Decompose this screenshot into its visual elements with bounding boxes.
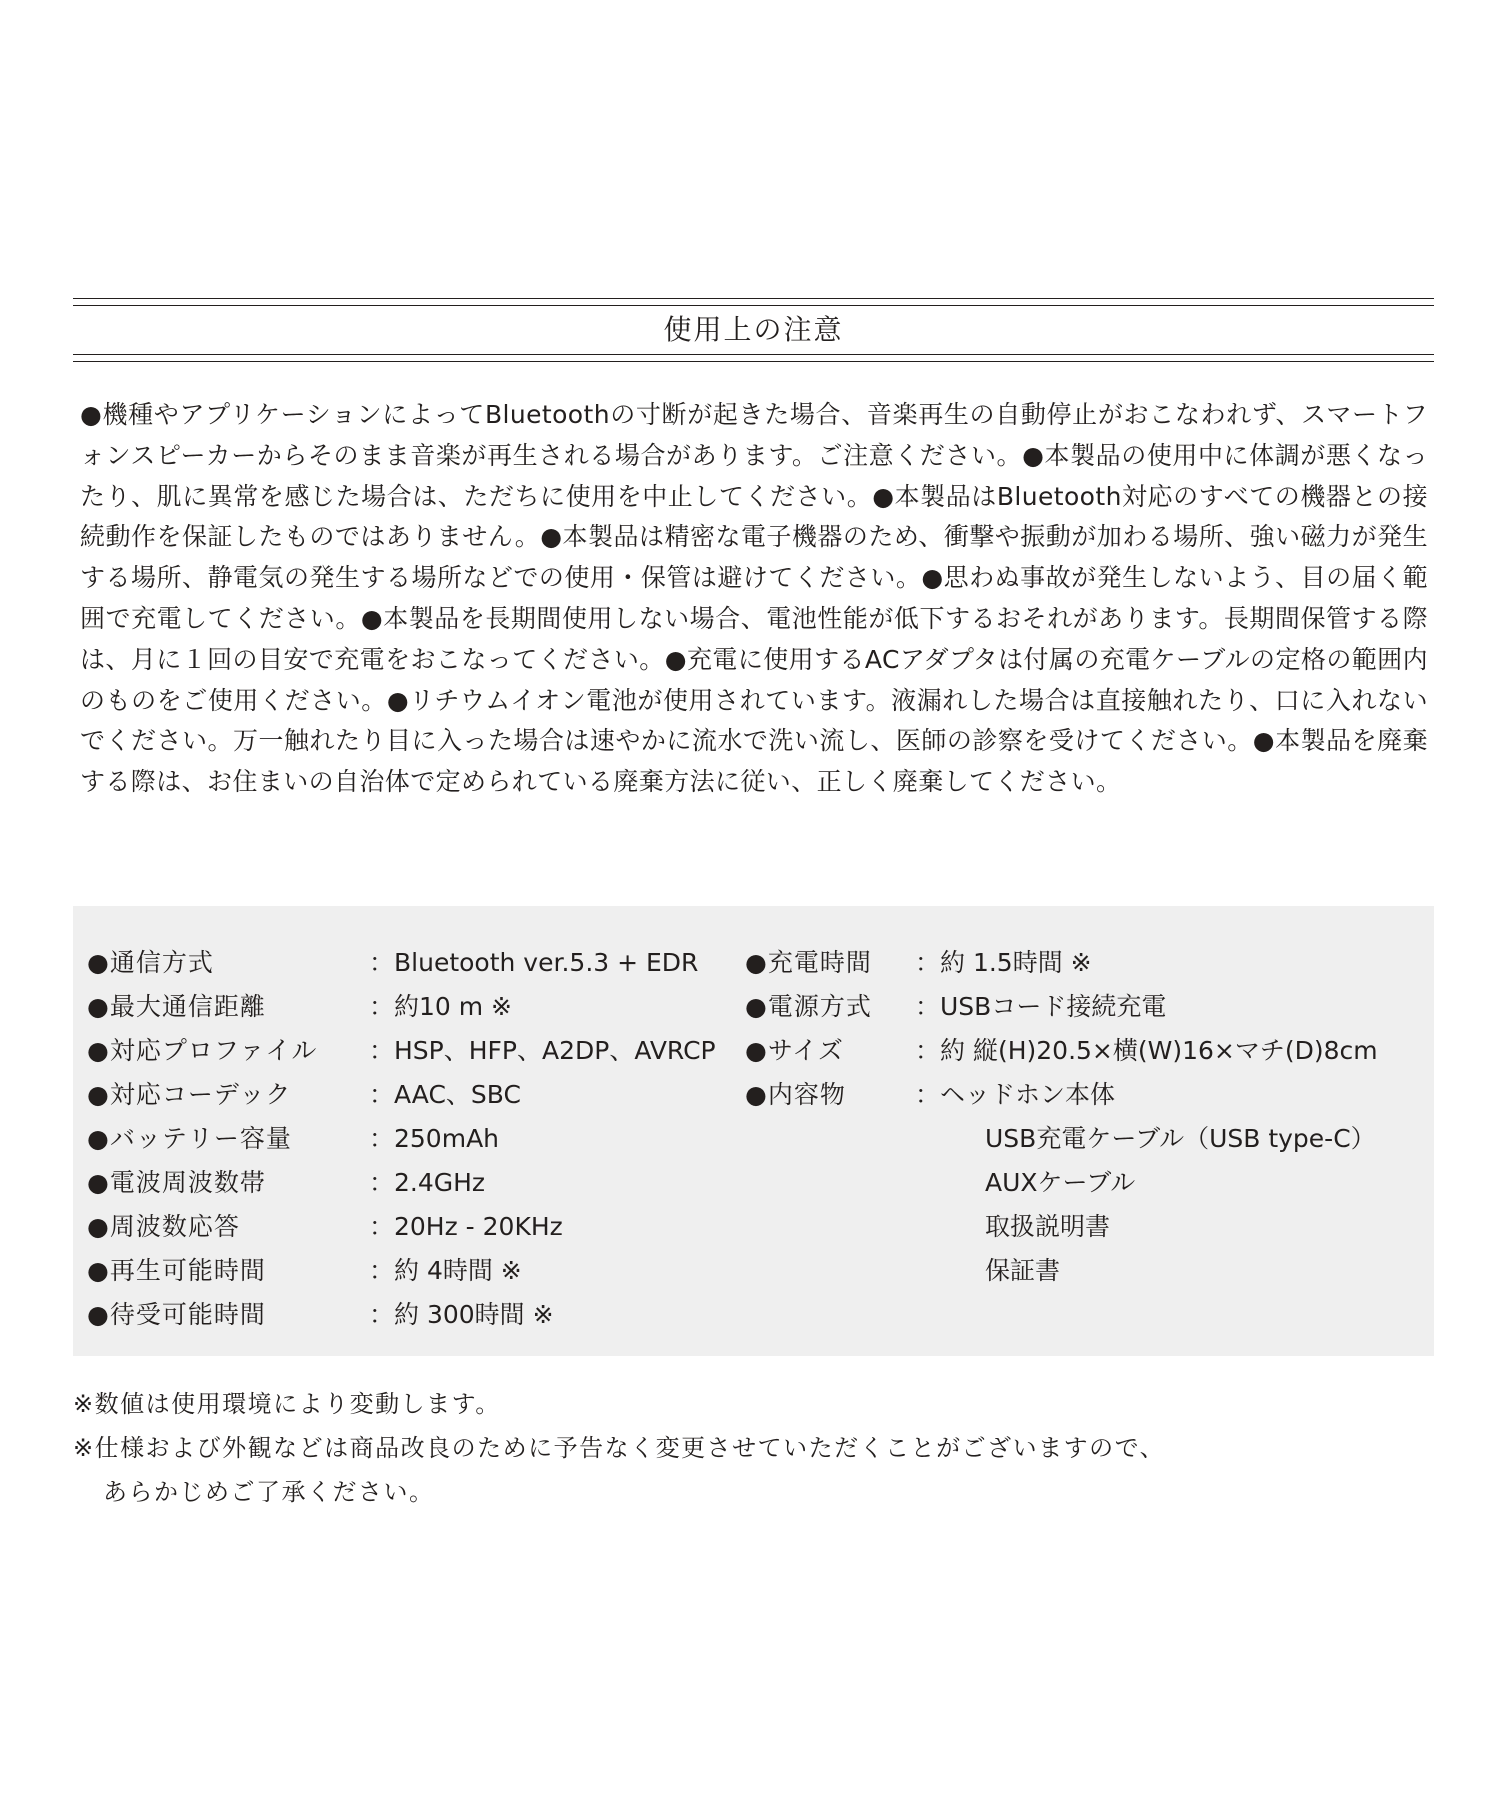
- spec-label: ●バッテリー容量: [87, 1124, 292, 1153]
- top-rule-outer: [73, 298, 1434, 299]
- bottom-rule-inner: [73, 354, 1434, 355]
- section-title: 使用上の注意: [663, 313, 844, 346]
- spec-label: ●電波周波数帯: [87, 1168, 266, 1197]
- spec-label: ●対応プロファイル: [87, 1036, 318, 1065]
- spec-label: ●サイズ: [745, 1036, 844, 1065]
- footnote-spec-change: ※仕様および外観などは商品改良のために予告なく変更させていただくことがございますので、: [73, 1434, 1166, 1462]
- spec-label: ●最大通信距離: [87, 992, 266, 1021]
- footnote-variation: ※数値は使用環境により変動します。: [73, 1390, 501, 1418]
- spec-label: ●待受可能時間: [87, 1300, 266, 1329]
- contents-item: USB充電ケーブル（USB type-C）: [985, 1124, 1376, 1153]
- spec-label: ●周波数応答: [87, 1212, 240, 1241]
- spec-label: ●電源方式: [745, 992, 872, 1021]
- spec-value: ：USBコード接続充電: [915, 992, 1167, 1021]
- spec-value: ：250mAh: [369, 1124, 500, 1153]
- spec-label: ●内容物: [745, 1080, 846, 1109]
- spec-value: ：20Hz - 20KHz: [369, 1212, 563, 1241]
- spec-label: ●再生可能時間: [87, 1256, 266, 1285]
- spec-value: ：AAC、SBC: [369, 1080, 521, 1109]
- spec-value: ：約 4時間 ※: [369, 1256, 522, 1285]
- spec-label: ●充電時間: [745, 948, 872, 977]
- spec-value: ：2.4GHz: [369, 1168, 486, 1197]
- spec-value: ：約 1.5時間 ※: [915, 948, 1092, 977]
- spec-value: ：約10 m ※: [369, 992, 513, 1021]
- contents-item: 取扱説明書: [985, 1212, 1111, 1241]
- contents-item: AUXケーブル: [985, 1168, 1136, 1197]
- footnotes: [73, 1382, 1434, 1514]
- contents-list: [985, 1117, 1376, 1293]
- section-header: [73, 298, 1434, 362]
- spec-value: ：約 300時間 ※: [369, 1300, 554, 1329]
- contents-item: 保証書: [985, 1256, 1061, 1285]
- spec-label: ●対応コーデック: [87, 1080, 292, 1109]
- top-rule-inner: [73, 305, 1434, 306]
- spec-value: ：Bluetooth ver.5.3 + EDR: [369, 948, 699, 977]
- spec-label: ●通信方式: [87, 948, 214, 977]
- caution-notes: ●機種やアプリケーションによってBluetoothの寸断が起きた場合、音楽再生の自動停止がおこなわれず、スマートフォンスピーカーからそのまま音楽が再生される場合があります。ご注意ください。●本製品の使用中に体調が悪くなったり、肌に異常を感じた場合は、ただちに使用を中止してください。●本製品はBluetooth対応のすべての機器との接続動作を保証したものではありません。●本製品は精密な電子機器のため、衝撃や振動が加わる場所、強い磁力が発生する場所、静電気の発生する場所などでの使用・保管は避けてください。●思わぬ事故が発生しないよう、目の届く範囲で充電してください。●本製品を長期間使用しない場合、電池性能が低下するおそれがあります。長期間保管する際は、月に１回の目安で充電をおこなってください。●充電に使用するACアダプタは付属の充電ケーブルの定格の範囲内のものをご使用ください。●リチウムイオン電池が使用されています。液漏れした場合は直接触れたり、口に入れないでください。万一触れたり目に入った場合は速やかに流水で洗い流し、医師の診察を受けてください。●本製品を廃棄する際は、お住まいの自治体で定められている廃棄方法に従い、正しく廃棄してください。: [80, 400, 1428, 797]
- spec-table: [73, 906, 1434, 1356]
- spec-value: ：ヘッドホン本体: [915, 1080, 1116, 1109]
- spec-value: ：約 縦(H)20.5×横(W)16×マチ(D)8cm: [915, 1036, 1378, 1065]
- bottom-rule-outer: [73, 361, 1434, 362]
- footnote-spec-change-continued: あらかじめご了承ください。: [103, 1478, 435, 1506]
- spec-value: ：HSP、HFP、A2DP、AVRCP: [369, 1036, 716, 1065]
